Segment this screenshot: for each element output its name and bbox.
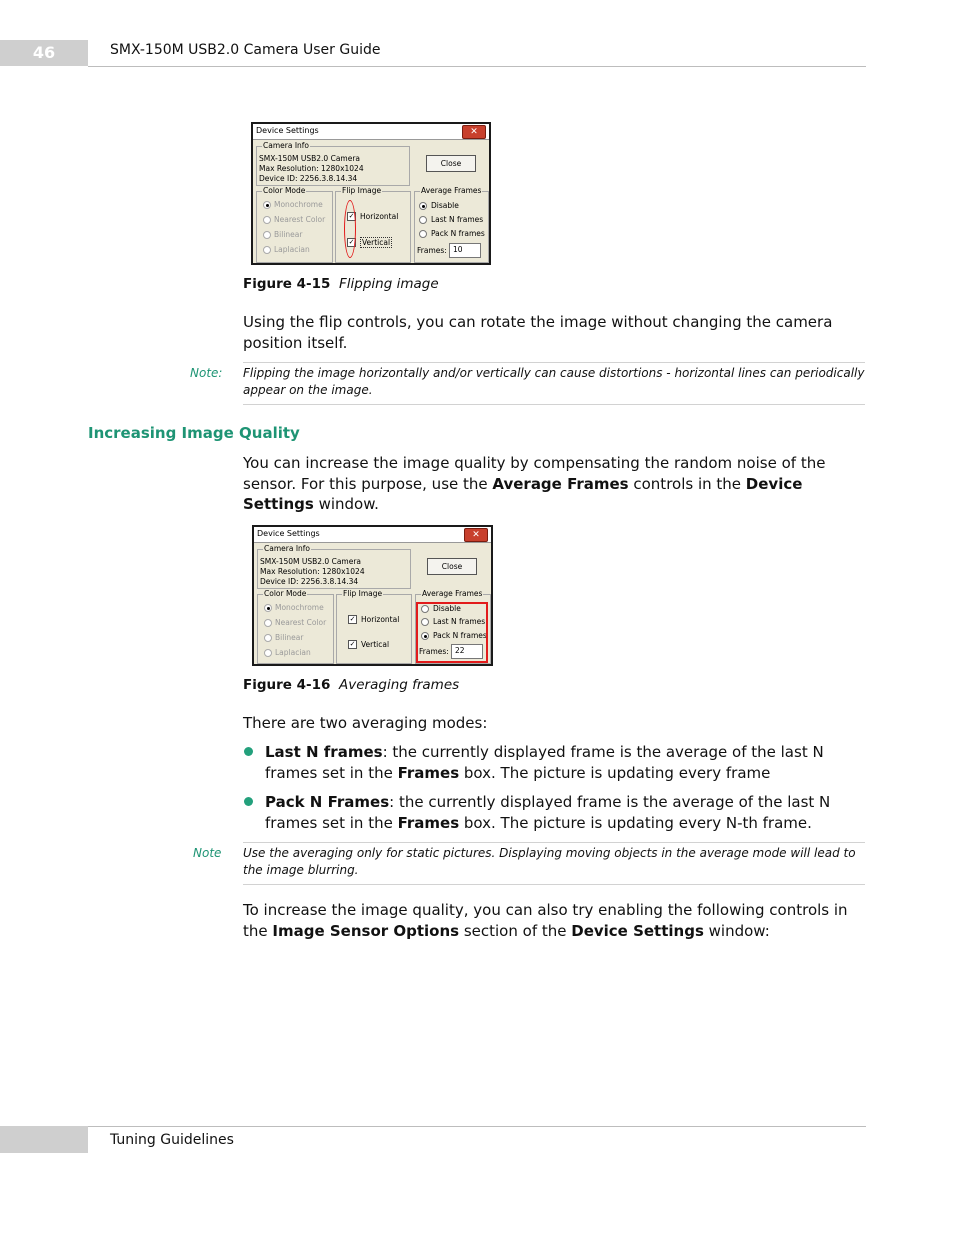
flip-image-label: Flip Image	[342, 186, 382, 195]
color-mode-option-1: Monochrome	[274, 200, 323, 209]
frames-value: 10	[453, 245, 463, 254]
flip-vertical-label: Vertical	[361, 640, 390, 649]
dialog-title: Device Settings	[257, 529, 320, 538]
camera-info-group	[256, 141, 410, 186]
flip-vertical-checkbox[interactable]: ✓	[348, 238, 355, 246]
bullet-icon-2	[244, 797, 253, 806]
note-rule-top-2	[243, 842, 865, 843]
camera-info-label: Camera Info	[263, 141, 310, 150]
color-mode-radio-1[interactable]	[264, 604, 272, 612]
color-mode-option-1: Monochrome	[275, 603, 324, 612]
para4-text-1: To increase the image quality, you can also try enabling the following controls in the	[243, 901, 848, 940]
bullet-item-1	[265, 742, 865, 783]
device-id: Device ID: 2256.3.8.14.34	[259, 174, 358, 183]
average-frames-group	[415, 589, 491, 664]
averaging-highlight-rect	[416, 602, 488, 663]
bullet-2-bold-2: Frames	[397, 813, 460, 832]
para2-text-3: window.	[313, 495, 379, 513]
bullet-1-term: Last N frames	[265, 743, 383, 761]
bullet-1-bold-2: Frames	[397, 763, 460, 782]
para2-text-2: controls in the	[628, 474, 746, 493]
bullet-item-2	[265, 792, 865, 833]
figure-title-1: Flipping image	[339, 276, 439, 292]
figure-caption-1	[243, 276, 439, 292]
color-mode-option-3: Bilinear	[275, 633, 304, 642]
note-text-2: Use the averaging only for static pictures. Displaying moving objects in the average mode will lead to the image blurring.	[243, 846, 856, 877]
avg-option-last-n: Last N frames	[433, 617, 486, 626]
paragraph-sensor-options	[243, 900, 868, 941]
figure-title-2: Averaging frames	[339, 677, 460, 693]
paragraph-quality	[243, 453, 868, 515]
flip-image-label: Flip Image	[343, 589, 383, 598]
color-mode-group	[256, 186, 333, 263]
color-mode-radio-3[interactable]	[263, 231, 271, 239]
max-resolution: Max Resolution: 1280x1024	[260, 567, 365, 576]
close-icon[interactable]: ✕	[464, 528, 488, 542]
flip-image-group	[336, 589, 412, 664]
flip-vertical-label: Vertical	[362, 238, 391, 247]
camera-info-label: Camera Info	[264, 544, 311, 553]
avg-option-pack-n: Pack N frames	[433, 631, 487, 640]
flip-horizontal-checkbox[interactable]: ✓	[349, 615, 356, 623]
color-mode-option-2: Nearest Color	[275, 618, 327, 627]
device-id: Device ID: 2256.3.8.14.34	[260, 577, 359, 586]
section-heading: Increasing Image Quality	[88, 424, 300, 442]
header-rule	[88, 66, 866, 67]
color-mode-radio-1[interactable]	[263, 201, 271, 209]
para4-text-2: section of the	[459, 921, 572, 940]
figure-caption-2	[243, 677, 459, 693]
camera-info-group	[257, 544, 411, 589]
average-frames-label: Average Frames	[422, 589, 483, 598]
avg-radio-pack-n[interactable]	[419, 230, 427, 238]
frames-value: 22	[455, 646, 465, 655]
bullet-1-text-1: : the currently displayed frame is the average of the last N frames set in the	[265, 743, 824, 782]
footer-rule	[88, 1126, 866, 1127]
frames-label: Frames:	[417, 246, 447, 255]
note-rule-bottom-2	[243, 884, 865, 885]
dialog-title: Device Settings	[256, 126, 319, 135]
flip-highlight-ellipse	[344, 200, 356, 258]
color-mode-option-2: Nearest Color	[274, 215, 326, 224]
color-mode-label: Color Mode	[264, 589, 307, 598]
frames-label: Frames:	[419, 647, 449, 656]
avg-option-disable: Disable	[431, 201, 459, 210]
flip-horizontal-label: Horizontal	[361, 615, 400, 624]
footer-title: Tuning Guidelines	[110, 1132, 234, 1148]
flip-image-group	[335, 186, 411, 263]
color-mode-radio-4[interactable]	[264, 649, 272, 657]
device-settings-screenshot-averaging	[252, 525, 493, 666]
avg-option-pack-n: Pack N frames	[431, 229, 485, 238]
avg-radio-last-n[interactable]	[419, 216, 427, 224]
note-label-1: Note:	[190, 366, 223, 380]
max-resolution: Max Resolution: 1280x1024	[259, 164, 364, 173]
color-mode-radio-2[interactable]	[264, 619, 272, 627]
para4-bold-2: Device Settings	[571, 921, 704, 940]
camera-name: SMX-150M USB2.0 Camera	[260, 557, 362, 566]
figure-number-1: Figure 4-15	[243, 276, 331, 292]
para2-bold-2: Device Settings	[243, 474, 803, 513]
color-mode-group	[257, 589, 334, 664]
avg-radio-disable[interactable]	[419, 202, 427, 210]
color-mode-radio-2[interactable]	[263, 216, 271, 224]
note-text-1: Flipping the image horizontally and/or vertically can cause distortions - horizontal lines can periodically appear on the image.	[243, 366, 865, 397]
figure-number-2: Figure 4-16	[243, 677, 331, 693]
color-mode-radio-4[interactable]	[263, 246, 271, 254]
color-mode-option-4: Laplacian	[274, 245, 310, 254]
header-title: SMX-150M USB2.0 Camera User Guide	[110, 42, 381, 58]
dialog-titlebar	[254, 527, 491, 543]
note-rule-bottom-1	[243, 404, 865, 405]
dialog-titlebar	[253, 124, 489, 140]
para4-text-3: window:	[703, 921, 770, 940]
average-frames-group	[414, 186, 489, 263]
average-frames-label: Average Frames	[421, 186, 482, 195]
flip-vertical-checkbox[interactable]: ✓	[349, 640, 356, 648]
close-icon[interactable]: ✕	[462, 125, 486, 139]
paragraph-modes: There are two averaging modes:	[243, 714, 488, 732]
bullet-icon-1	[244, 747, 253, 756]
page-number: 46	[32, 43, 56, 62]
flip-horizontal-label: Horizontal	[360, 212, 399, 221]
footer-bar	[0, 1126, 88, 1153]
color-mode-option-3: Bilinear	[274, 230, 303, 239]
frames-spinner[interactable]	[449, 243, 481, 258]
camera-name: SMX-150M USB2.0 Camera	[259, 154, 361, 163]
para2-bold-1: Average Frames	[492, 474, 629, 493]
bullet-1-text-2: box. The picture is updating every frame	[459, 763, 771, 782]
flip-horizontal-checkbox[interactable]: ✓	[348, 212, 355, 220]
close-button[interactable]: Close	[427, 558, 477, 575]
close-button[interactable]: Close	[426, 155, 476, 172]
avg-option-disable: Disable	[433, 604, 461, 613]
color-mode-option-4: Laplacian	[275, 648, 311, 657]
paragraph-flip: Using the flip controls, you can rotate the image without changing the camera position itself.	[243, 313, 833, 352]
bullet-2-term: Pack N Frames	[265, 793, 390, 811]
note-label-2: Note	[193, 846, 222, 860]
color-mode-label: Color Mode	[263, 186, 306, 195]
bullet-2-text-2: box. The picture is updating every N-th frame.	[459, 813, 812, 832]
para4-bold-1: Image Sensor Options	[272, 921, 460, 940]
para2-text-1: You can increase the image quality by compensating the random noise of the sensor. For this purpose, use the	[243, 454, 826, 493]
bullet-2-text-1: : the currently displayed frame is the average of the last N frames set in the	[265, 793, 831, 832]
avg-option-last-n: Last N frames	[431, 215, 484, 224]
color-mode-radio-3[interactable]	[264, 634, 272, 642]
device-settings-screenshot-flip	[251, 122, 491, 265]
note-rule-top-1	[243, 362, 865, 363]
